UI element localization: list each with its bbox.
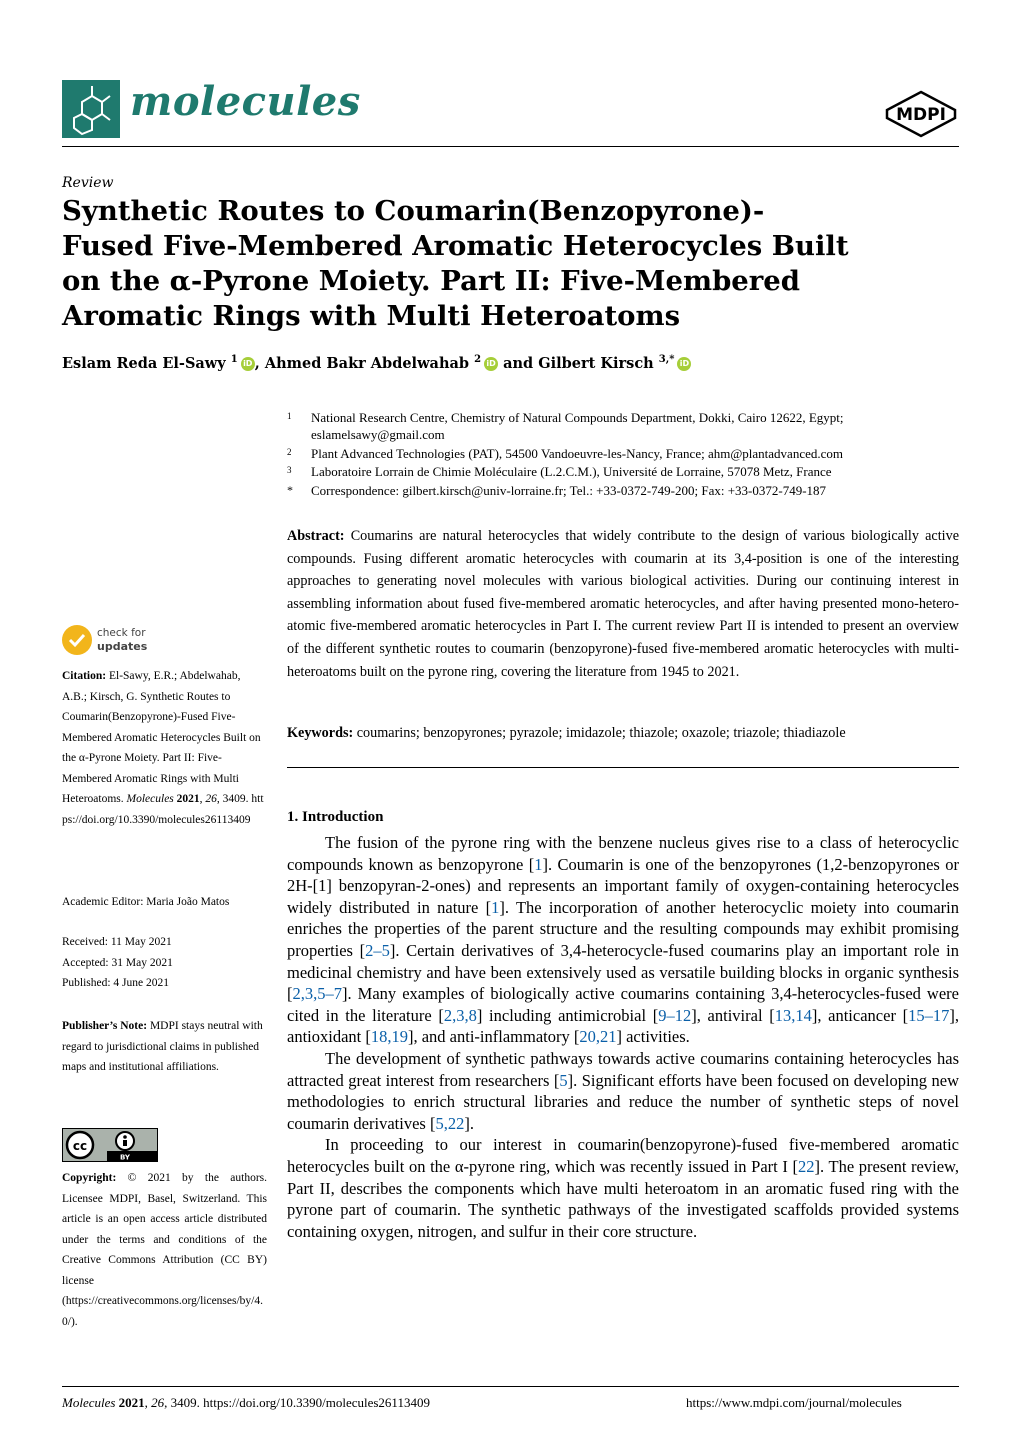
affiliation-text: Plant Advanced Technologies (PAT), 54500 Vandoeuvre-les-Nancy, France; ahm@plantadvanced.com xyxy=(311,446,844,461)
academic-editor: Academic Editor: Maria João Matos xyxy=(62,896,230,908)
body-paragraph xyxy=(287,1048,959,1134)
section-body xyxy=(287,832,959,1242)
paragraph-text: ]. The incorporation of another heterocyclic moiety into coumarin enriches the properties of the parent structure and the resulting compounds may exhibit promising properties [ xyxy=(287,897,959,960)
check-updates-icon xyxy=(62,625,92,655)
published-date: Published: 4 June 2021 xyxy=(62,977,170,989)
orcid-icon[interactable]: iD xyxy=(241,357,255,371)
journal-name: molecules xyxy=(130,78,361,125)
citation-reference-link[interactable]: 5 xyxy=(559,1070,568,1090)
author-separator: and xyxy=(498,354,539,372)
copyright-block xyxy=(62,1168,267,1332)
footer-year: 2021 xyxy=(118,1395,145,1410)
paragraph-text: ] activities. xyxy=(616,1027,690,1047)
footer-volume: 26 xyxy=(151,1395,165,1410)
citation-reference-link[interactable]: 1 xyxy=(534,854,543,874)
paragraph-text: ], anticancer [ xyxy=(811,1005,909,1025)
footer-journal-url[interactable]: https://www.mdpi.com/journal/molecules xyxy=(686,1395,902,1410)
publisher-note xyxy=(62,1016,267,1078)
citation-reference-link[interactable]: 9–12 xyxy=(658,1005,692,1025)
check-updates-label: check for xyxy=(97,627,146,639)
check-for-updates-button[interactable] xyxy=(62,625,262,657)
citation-journal: Molecules xyxy=(126,793,174,805)
footer-journal: Molecules xyxy=(62,1395,116,1410)
paragraph-text: ]. Certain derivatives of 3,4-heterocycle-fused coumarins play an important role in medicinal chemistry and have been extensively used as versatile building blocks in organic synthesis [ xyxy=(287,940,959,1004)
citation-block: Citation: El-Sawy, E.R.; Abdelwahab, A.B.; Kirsch, G. Synthetic Routes to Coumarin(Benzopyrone)-Fused Five-Membered Aromatic Heterocycles Built on the α-Pyrone Moiety. Part II: Five-Membered Aromatic Rings with Multi Heteroatoms. Molecules 2021, 26, 3409. https://doi.org/10.3390/molecules26113409 xyxy=(62,670,264,826)
mdpi-logo-icon xyxy=(883,90,959,138)
svg-text:MDPI: MDPI xyxy=(896,105,946,125)
cc-by-license-icon[interactable] xyxy=(62,1128,158,1162)
body-paragraph xyxy=(287,832,959,1048)
citation-reference-link[interactable]: 2,3,5–7 xyxy=(292,984,342,1004)
paragraph-text: ], antioxidant [ xyxy=(287,1005,959,1047)
affiliation-text: Correspondence: gilbert.kirsch@univ-lorraine.fr; Tel.: +33-0372-749-200; Fax: +33-0372-749-187 xyxy=(311,483,827,498)
abstract-text: Coumarins are natural heterocycles that widely contribute to the design of various biologically active compounds. Fusing different aromatic heterocycles with coumarin at its 3,4-position is one of the interesting approaches to generating novel molecules with various biological activities. During our continuing interest in assembling information about fused five-membered aromatic heterocycles, and after having presented mono-hetero-atomic five-membered aromatic heterocycles in Part I. The current review Part II is intended to present an overview of the different synthetic routes to coumarin (benzopyrone)-fused five-membered aromatic heterocycles with multi-heteroatoms built on the pyrone ring, covering the literature from 1945 to 2021. xyxy=(287,528,959,680)
svg-text:cc: cc xyxy=(72,1139,88,1153)
author-name: Ahmed Bakr Abdelwahab xyxy=(264,354,470,372)
copyright-text: © 2021 by the authors. Licensee MDPI, Basel, Switzerland. This article is an open access article distributed under the terms and conditions of the Creative Commons Attribution (CC BY) license (https://creativecommons.org/licenses/by/4.0/). xyxy=(62,1172,267,1328)
publisher-note-label: Publisher’s Note: xyxy=(62,1020,148,1032)
check-updates-label-bold: updates xyxy=(97,640,148,653)
affiliation-number: 2 xyxy=(287,447,292,457)
publisher-note-text: MDPI stays neutral with regard to jurisdictional claims in published maps and institutional affiliations. xyxy=(62,1020,263,1073)
citation-reference-link[interactable]: 1 xyxy=(491,897,500,917)
paragraph-text: ]. xyxy=(464,1113,474,1133)
citation-reference-link[interactable]: 22 xyxy=(798,1156,815,1176)
author-list xyxy=(62,354,691,372)
author-name: Gilbert Kirsch xyxy=(538,354,654,372)
accepted-date: Accepted: 31 May 2021 xyxy=(62,956,173,969)
section-heading: 1. Introduction xyxy=(287,809,384,825)
keywords-text: coumarins; benzopyrones; pyrazole; imidazole; thiazole; oxazole; triazole; thiadiazole xyxy=(356,725,846,741)
keywords-label: Keywords: xyxy=(287,725,354,741)
author-affiliation-marker: 3,* xyxy=(658,354,675,365)
paragraph-text: ], antiviral [ xyxy=(691,1005,775,1025)
affiliation-number: 3 xyxy=(287,465,292,475)
article-type: Review xyxy=(62,175,114,191)
affiliation-number: 1 xyxy=(287,411,292,421)
author-affiliation-marker: 1 xyxy=(230,354,238,365)
citation-volume: 26 xyxy=(205,793,217,805)
paragraph-text: ] including antimicrobial [ xyxy=(476,1005,659,1025)
author-affiliation-marker: 2 xyxy=(474,354,482,365)
section-divider xyxy=(287,767,959,768)
journal-logo-icon xyxy=(62,80,120,138)
paragraph-text: In proceeding to our interest in coumarin(benzopyrone)-fused five-membered aromatic heterocycles built on the α-pyrone ring, which was recently issued in Part I [ xyxy=(287,1135,959,1176)
received-date: Received: 11 May 2021 xyxy=(62,936,172,948)
paragraph-text: ], and anti-inflammatory [ xyxy=(407,1027,580,1047)
body-paragraph xyxy=(287,1134,959,1242)
citation-reference-link[interactable]: 13,14 xyxy=(774,1005,812,1025)
citation-reference-link[interactable]: 2,3,8 xyxy=(443,1005,477,1025)
footer-divider xyxy=(62,1386,959,1387)
footer-citation: Molecules 2021, 26, 3409. https://doi.org/10.3390/molecules26113409 xyxy=(62,1395,430,1410)
abstract-label: Abstract: xyxy=(287,528,345,544)
citation-doi-link[interactable]: https://doi.org/10.3390/molecules26113409 xyxy=(62,793,264,826)
citation-pages: 3409. xyxy=(222,793,249,805)
dates-block xyxy=(62,932,267,994)
orcid-icon[interactable]: iD xyxy=(677,357,691,371)
author-name: Eslam Reda El-Sawy xyxy=(62,354,226,372)
affiliation-text: National Research Centre, Chemistry of Natural Compounds Department, Dokki, Cairo 12622, Egypt; eslamelsawy@gmail.com xyxy=(311,410,844,442)
author-separator: , xyxy=(254,354,265,372)
citation-reference-link[interactable]: 20,21 xyxy=(579,1027,617,1047)
header-divider xyxy=(62,146,959,147)
citation-reference-link[interactable]: 18,19 xyxy=(370,1027,408,1047)
citation-text: El-Sawy, E.R.; Abdelwahab, A.B.; Kirsch, G. Synthetic Routes to Coumarin(Benzopyrone)-Fused Five-Membered Aromatic Heterocycles Built on the α-Pyrone Moiety. Part II: Five-Membered Aromatic Rings with Multi Heteroatoms. xyxy=(62,670,261,805)
citation-reference-link[interactable]: 5,22 xyxy=(435,1113,465,1133)
cc-badge-label: BY xyxy=(119,1153,131,1161)
paragraph-text: The development of synthetic pathways towards active coumarins containing heterocycles has attracted great interest from researchers [ xyxy=(287,1048,959,1090)
affiliation-text: Laboratoire Lorrain de Chimie Moléculaire (L.2.C.M.), Université de Lorraine, 57078 Metz, France xyxy=(311,464,832,479)
citation-reference-link[interactable]: 15–17 xyxy=(908,1005,950,1025)
citation-label: Citation: xyxy=(62,670,107,682)
paragraph-text: ]. The present review, Part II, describes the components which have multi heteroatom in an aromatic fused ring with the pyrone part of coumarin. The synthetic pathways of the investigated scaffolds provided systems containing oxygen, nitrogen, and sulfur in their core structure. xyxy=(287,1156,959,1241)
citation-reference-link[interactable]: 2–5 xyxy=(365,940,390,960)
citation-year: 2021 xyxy=(176,793,200,805)
affiliation-number: * xyxy=(287,483,293,497)
abstract xyxy=(287,525,959,683)
affiliation-item xyxy=(287,409,959,445)
keywords xyxy=(287,722,959,745)
orcid-icon[interactable]: iD xyxy=(484,357,498,371)
paragraph-text: ]. Significant efforts have been focused on developing new methodologies to enrich structural libraries and reduce the number of synthetic steps of novel coumarin derivatives [ xyxy=(287,1070,959,1133)
article-title: Synthetic Routes to Coumarin(Benzopyrone)-Fused Five-Membered Aromatic Heterocycles Built on the α-Pyrone Moiety. Part II: Five-Membered Aromatic Rings with Multi Heteroatoms xyxy=(62,195,849,332)
paragraph-text: ]. Coumarin is one of the benzopyrones (1,2-benzopyrones or 2H-[1] benzopyran-2-ones) and represents an important family of oxygen-containing heterocycles widely distributed in nature [ xyxy=(287,854,960,917)
paragraph-text: The fusion of the pyrone ring with the benzene nucleus gives rise to a class of heterocyclic compounds known as benzopyrone [ xyxy=(287,833,959,874)
footer-doi[interactable]: 3409. https://doi.org/10.3390/molecules26113409 xyxy=(170,1395,430,1410)
paragraph-text: ]. Many examples of biologically active coumarins containing 3,4-heterocycles-fused were cited in the literature [ xyxy=(287,984,959,1025)
copyright-label: Copyright: xyxy=(62,1172,117,1184)
